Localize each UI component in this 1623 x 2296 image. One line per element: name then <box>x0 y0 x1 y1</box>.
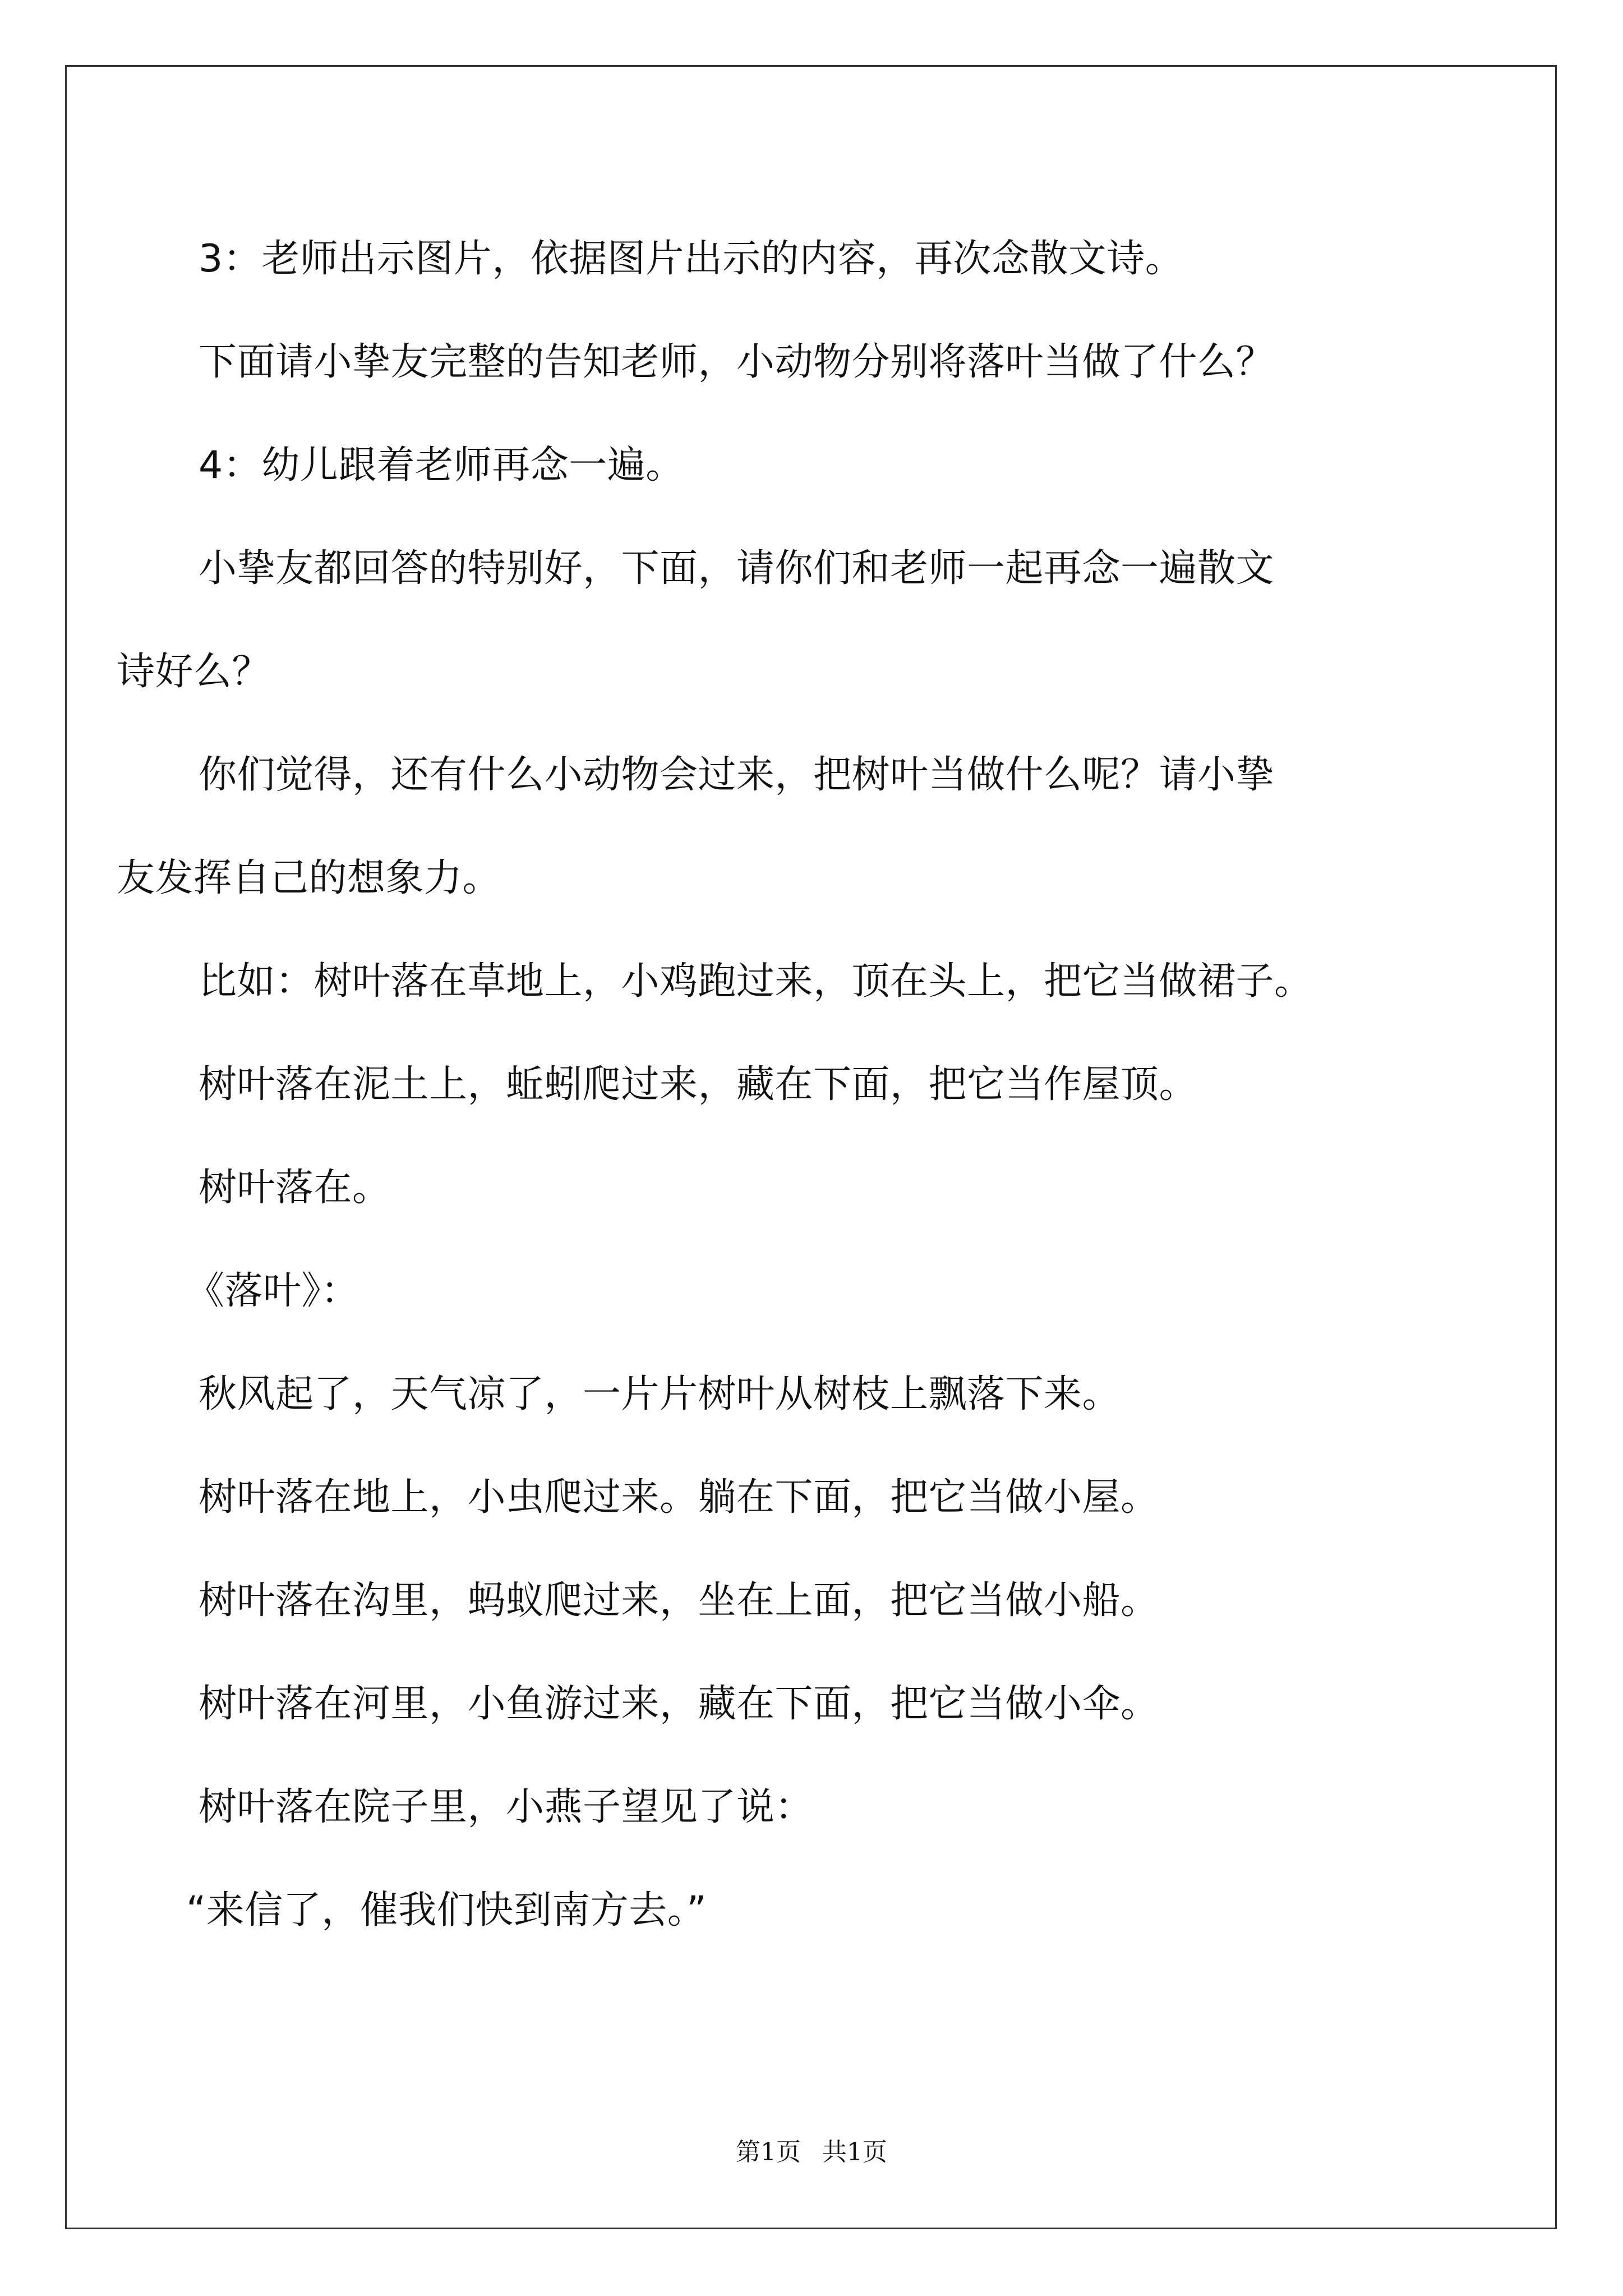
paragraph: 比如：树叶落在草地上，小鸡跑过来，顶在头上，把它当做裙子。 <box>199 959 1313 1004</box>
poem-line: 树叶落在院子里，小燕子望见了说： <box>199 1785 814 1829</box>
paragraph: 你们觉得，还有什么小动物会过来，把树叶当做什么呢？请小挚 <box>199 753 1275 797</box>
paragraph: 3：老师出示图片，依据图片出示的内容，再次念散文诗。 <box>199 237 1184 281</box>
paragraph: 4：幼儿跟着老师再念一遍。 <box>199 443 684 487</box>
page-total: 共1页 <box>822 2138 887 2166</box>
poem-line: 树叶落在地上，小虫爬过来。躺在下面，把它当做小屋。 <box>199 1475 1159 1520</box>
poem-line: 秋风起了，天气凉了，一片片树叶从树枝上飘落下来。 <box>199 1372 1121 1416</box>
document-body <box>117 208 1460 1962</box>
page-footer <box>0 2132 1623 2168</box>
poem-title: 《落叶》： <box>186 1269 359 1313</box>
poem-line: “来信了，催我们快到南方去。” <box>186 1888 707 1932</box>
paragraph: 树叶落在。 <box>199 1166 391 1210</box>
paragraph-continuation: 诗好么？ <box>117 650 271 694</box>
paragraph-continuation: 友发挥自己的想象力。 <box>117 856 501 900</box>
paragraph: 树叶落在泥土上，蚯蚓爬过来，藏在下面，把它当作屋顶。 <box>199 1062 1198 1107</box>
paragraph: 小挚友都回答的特别好，下面，请你们和老师一起再念一遍散文 <box>199 546 1275 591</box>
paragraph: 下面请小挚友完整的告知老师，小动物分别将落叶当做了什么？ <box>199 340 1275 384</box>
page-number: 第1页 <box>736 2138 801 2166</box>
poem-line: 树叶落在河里，小鱼游过来，藏在下面，把它当做小伞。 <box>199 1682 1159 1726</box>
poem-line: 树叶落在沟里，蚂蚁爬过来，坐在上面，把它当做小船。 <box>199 1579 1159 1623</box>
